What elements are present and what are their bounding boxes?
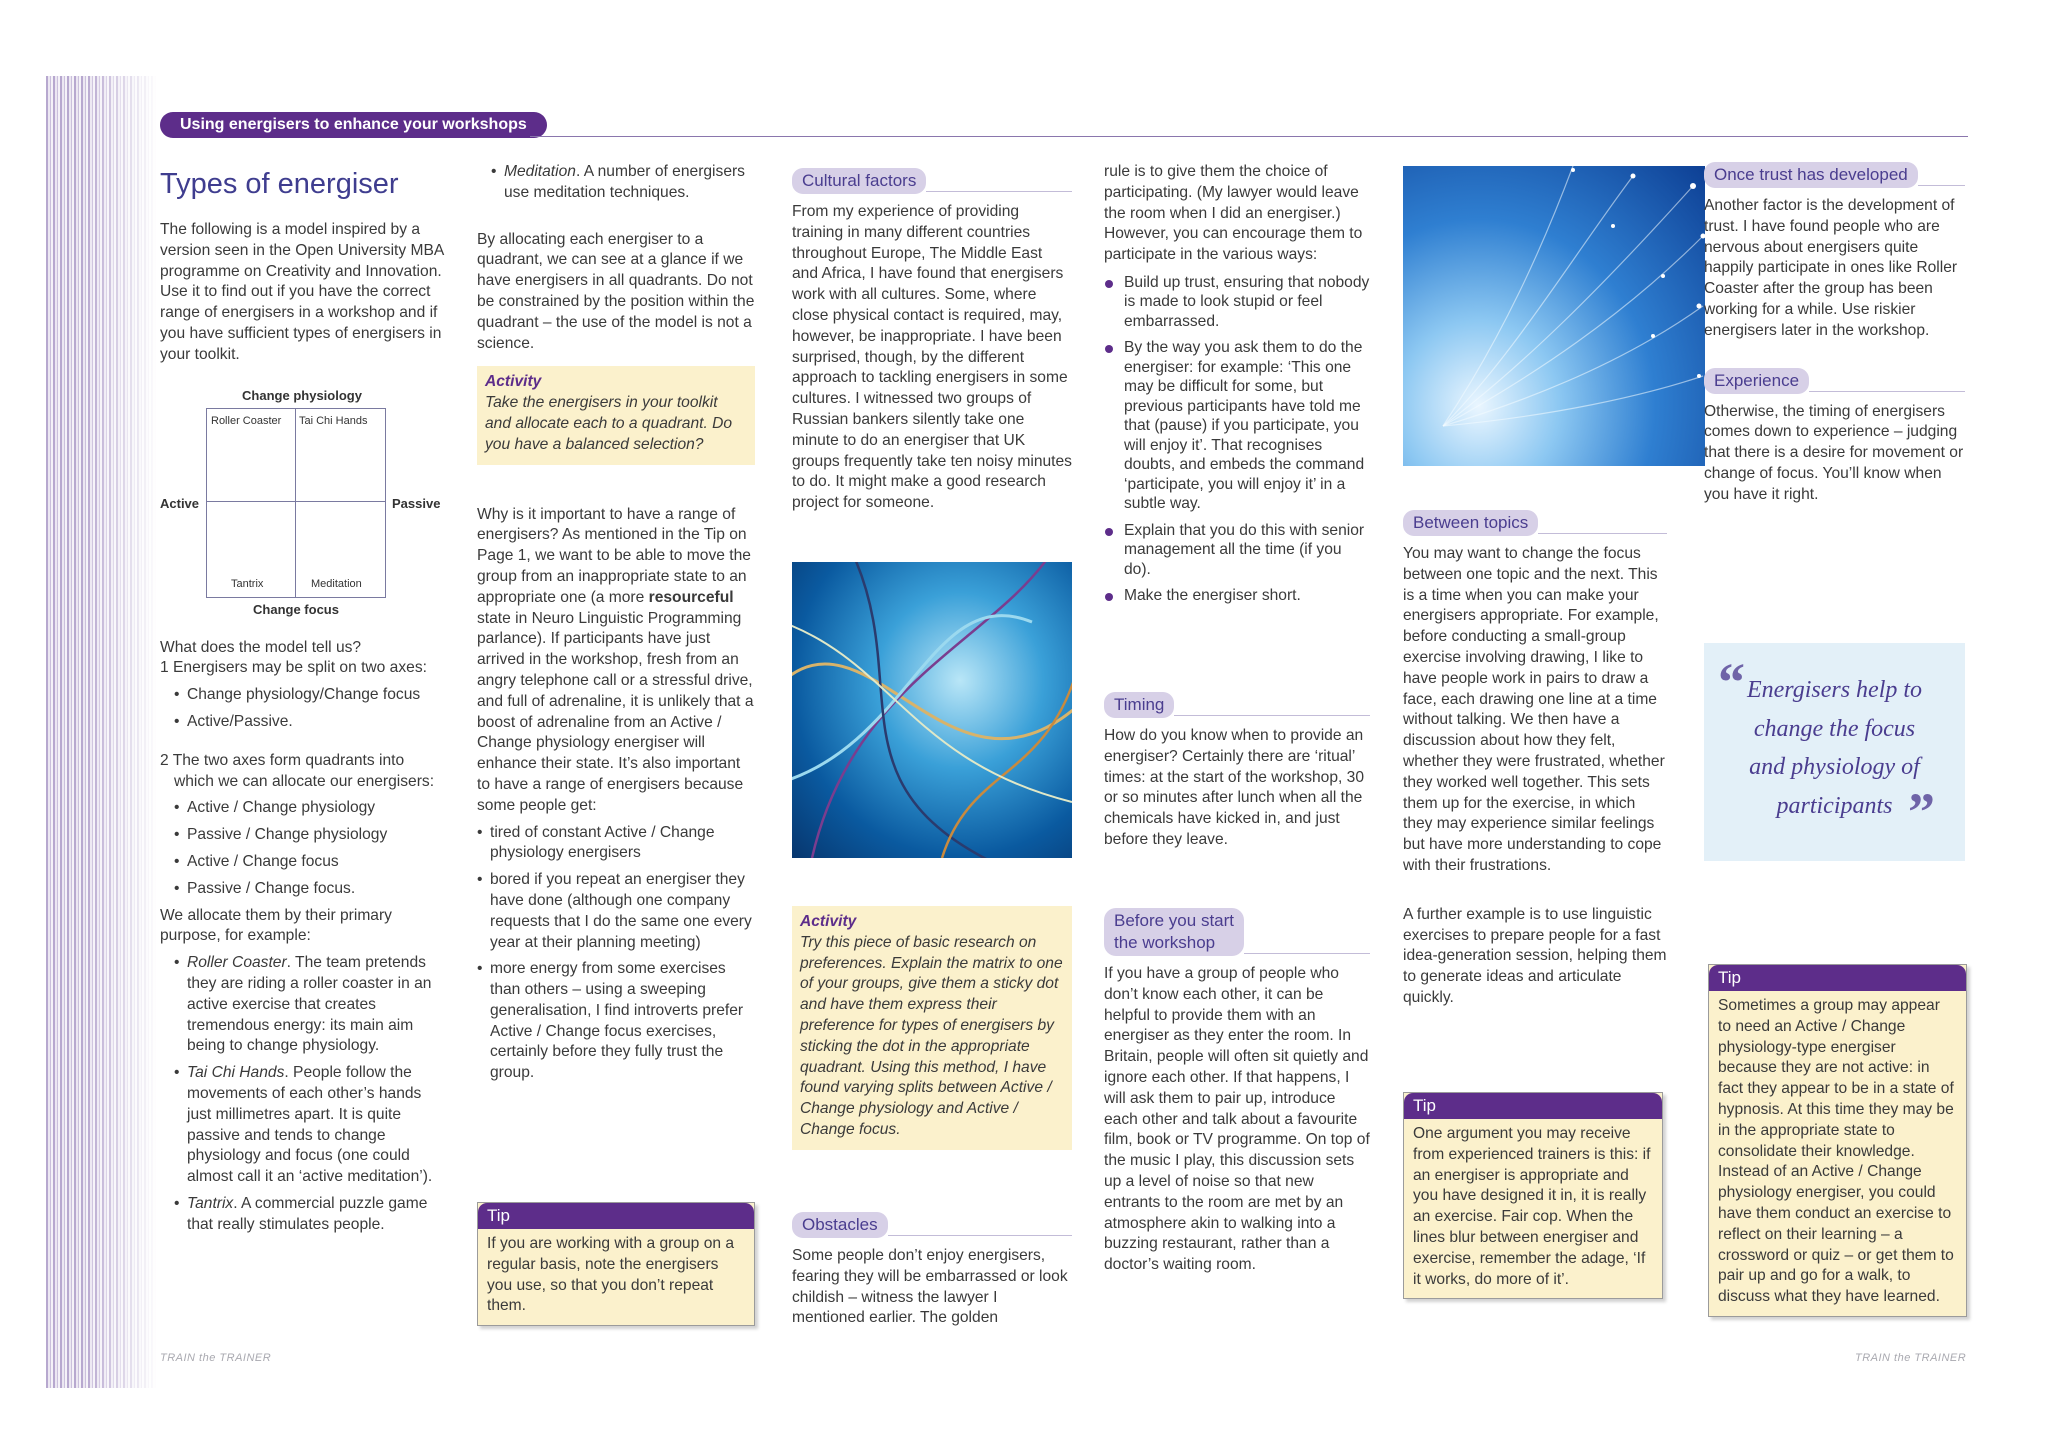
list-item: • Tai Chi Hands. People follow the movements of each other’s hands just millimetres apart. It is quite passive and tends to change physiology and focus (one could almost call it an ‘active meditation’). bbox=[174, 1063, 444, 1188]
quadrant-bottom-left: Tantrix bbox=[231, 577, 264, 590]
diagram-top-axis: Change physiology bbox=[242, 387, 362, 403]
list-item: • Active / Change physiology bbox=[174, 798, 444, 819]
list-item: • Passive / Change focus. bbox=[174, 879, 444, 900]
activity-text: Take the energisers in your toolkit and allocate each to a quadrant. Do you have a balanced selection? bbox=[485, 394, 733, 453]
list-item: • tired of constant Active / Change physiology energisers bbox=[477, 823, 755, 865]
continued-paragraph: rule is to give them the choice of participating. (My lawyer would leave the room when I did an energiser.) However, you can encourage them to participate in the various ways: bbox=[1104, 163, 1363, 264]
before-you-start-heading: Before you start the workshop bbox=[1104, 908, 1244, 956]
tip-heading: Tip bbox=[1404, 1093, 1662, 1119]
examples-list bbox=[160, 953, 444, 1235]
list-item: By the way you ask them to do the energiser: for example: ‘This one may be difficult for some, but previous participants have told me that (pause) if you participate, you will enjoy it’. That recognises doubts, and embeds the command ‘participate, you will enjoy it’ in a subtle way. bbox=[1104, 338, 1370, 514]
obstacles-heading: Obstacles bbox=[792, 1212, 888, 1238]
close-quote-mark: ” bbox=[1908, 782, 1935, 842]
activity-text: Try this piece of basic research on preferences. Explain the matrix to one of your groups, give them a sticky dot and have them express their preference for types of energisers by sticking the dot in the appropriate quadrant. Using this method, I have found varying splits between Active / Change physiology and Active / Change focus. bbox=[800, 933, 1063, 1138]
activity-heading: Activity bbox=[485, 373, 542, 391]
tip-text: If you are working with a group on a regular basis, note the energisers you use, so that you don’t repeat them. bbox=[487, 1235, 735, 1315]
tip-heading: Tip bbox=[1709, 965, 1966, 991]
participation-list bbox=[1104, 273, 1370, 606]
intro-paragraph: The following is a model inspired by a version seen in the Open University MBA programme on Creativity and Innovation. Use it to find out if you have the correct range of energisers in a workshop and if you have sufficient types of energisers in your toolkit. bbox=[160, 221, 444, 363]
column-1 bbox=[160, 162, 444, 1236]
page-title: Types of energiser bbox=[160, 168, 399, 200]
quadrant-diagram bbox=[160, 386, 444, 622]
open-quote-mark: “ bbox=[1718, 652, 1745, 712]
list-item: • Active / Change focus bbox=[174, 852, 444, 873]
list-item: • Passive / Change physiology bbox=[174, 825, 444, 846]
list-item: Build up trust, ensuring that nobody is made to look stupid or feel embarrassed. bbox=[1104, 273, 1370, 332]
trust-paragraph: Another factor is the development of trust. I have found people who are nervous about energisers quite happily participate in ones like Roller Coaster after the group has been working for a while. Use riskier energisers later in the workshop. bbox=[1704, 197, 1958, 339]
list-item: • Tantrix. A commercial puzzle game that really stimulates people. bbox=[174, 1194, 444, 1236]
diagram-right-axis: Passive bbox=[392, 495, 441, 511]
tip-box bbox=[1708, 964, 1967, 1317]
diagram-bottom-axis: Change focus bbox=[253, 601, 339, 617]
allocate-paragraph: We allocate them by their primary purpose, for example: bbox=[160, 906, 392, 945]
cultural-factors-heading: Cultural factors bbox=[792, 168, 926, 194]
before-paragraph: If you have a group of people who don’t know each other, it can be helpful to provide them with an energiser as they enter the room. In Britain, people will often sit quietly and ignore each other. If that happens, I will ask them to pair up, introduce each other and talk about a favourite film, book or TV programme. On top of the music I play, this discussion sets up a level of noise so that new entrants to the room are met by an atmosphere akin to walking into a buzzing restaurant, rather than a doctor’s waiting room. bbox=[1104, 965, 1370, 1274]
quadrant-top-left: Roller Coaster bbox=[211, 414, 282, 427]
decorative-stripe bbox=[46, 76, 158, 1388]
header-rule bbox=[530, 136, 1968, 137]
allocating-paragraph: By allocating each energiser to a quadrant, we can see at a glance if we have energisers in all quadrants. Do not be constrained by the position within the quadrant – the use of the model is not a science. bbox=[477, 230, 755, 352]
tip-box bbox=[1403, 1092, 1663, 1299]
model-question: What does the model tell us? bbox=[160, 638, 362, 656]
list-item: • Active/Passive. bbox=[174, 712, 444, 733]
point-1: 1 Energisers may be split on two axes: bbox=[160, 659, 427, 677]
column-4 bbox=[1104, 162, 1370, 1274]
tip-text: One argument you may receive from experienced trainers is this: if an energiser is appropriate and you have designed it in, it is really an exercise. Fair cop. When the lines blur between energiser and exercise, remember the adage, ‘If it works, do more of it’. bbox=[1413, 1125, 1651, 1288]
list-item: • more energy from some exercises than others – using a sweeping generalisation, I find introverts prefer Active / Change focus exercises, certainly before they fully trust the group. bbox=[477, 959, 755, 1084]
footer-left: TRAIN the TRAINER bbox=[160, 1352, 272, 1364]
list-item: • Roller Coaster. The team pretends they are riding a roller coaster in an active exercise that creates tremendous energy: its main aim being to change physiology. bbox=[174, 953, 444, 1057]
activity-box bbox=[477, 366, 755, 464]
trust-heading: Once trust has developed bbox=[1704, 162, 1918, 188]
fibre-optics-illustration bbox=[1403, 166, 1705, 466]
timing-paragraph: How do you know when to provide an energiser? Certainly there are ‘ritual’ times: at the start of the workshop, 30 or so minutes after lunch when all the chemicals have kicked in, and just before they leave. bbox=[1104, 727, 1365, 848]
point-2-list bbox=[160, 798, 444, 899]
tip-box bbox=[477, 1202, 755, 1326]
tip-heading: Tip bbox=[478, 1203, 754, 1229]
list-item: • bored if you repeat an energiser they have done (although one company requests that I do the same one every year at their planning meeting) bbox=[477, 870, 755, 953]
list-item: • Meditation. A number of energisers use meditation techniques. bbox=[491, 162, 755, 204]
meditation-list bbox=[477, 162, 755, 204]
pull-quote-text: Energisers help to change the focus and physiology of participants bbox=[1746, 677, 1923, 819]
quadrant-top-right: Tai Chi Hands bbox=[299, 414, 368, 427]
cultural-paragraph: From my experience of providing training in many different countries throughout Europe, The Middle East and Africa, I have found that energisers work with all cultures. Some, where close physical contact is required, may, however, be inappropriate. I have been surprised, though, by the different approach to tackling energisers in some cultures. I witnessed two groups of Russian bankers silently take one minute to do an energiser that UK groups frequently take ten noisy minutes to do. It might make a good research project for someone. bbox=[792, 203, 1072, 512]
quadrant-bottom-right: Meditation bbox=[311, 577, 362, 590]
further-paragraph: A further example is to use linguistic exercises to prepare people for a fast idea-generation session, helping them to generate ideas and articulate quickly. bbox=[1403, 905, 1667, 1006]
point-2: 2 The two axes form quadrants into which we can allocate our energisers: bbox=[160, 751, 435, 790]
column-2 bbox=[477, 162, 755, 1315]
timing-heading: Timing bbox=[1104, 692, 1174, 718]
tip-text: Sometimes a group may appear to need an Active / Change physiology-type energiser because they are not active: in fact they appear to be in a state of hypnosis. At this time they may be in the appropriate state to consolidate their knowledge. Instead of an Active / Change physiology energiser, you could have them conduct an exercise to reflect on their learning – a crossword or quiz – or get them to pair up and go for a walk, to discuss what they have learned. bbox=[1718, 997, 1954, 1306]
experience-heading: Experience bbox=[1704, 368, 1809, 394]
list-item: Explain that you do this with senior management all the time (if you do). bbox=[1104, 521, 1370, 580]
list-item: • Change physiology/Change focus bbox=[174, 685, 444, 706]
research-activity-box bbox=[792, 906, 1072, 1150]
between-topics-heading: Between topics bbox=[1403, 510, 1538, 536]
section-header: Using energisers to enhance your workshops bbox=[160, 112, 547, 138]
photo-fibre-optics bbox=[1403, 166, 1705, 466]
diagram-left-axis: Active bbox=[160, 495, 200, 511]
point-1-list bbox=[160, 685, 444, 733]
why-list bbox=[477, 823, 755, 1085]
between-paragraph: You may want to change the focus between one topic and the next. This is a time when you can make your energisers appropriate. For example, before conducting a small-group exercise involving drawing, I like to have people work in pairs to draw a face, each drawing one line at a time without talking. We then have a discussion about how they felt, whether they were frustrated, whether they worked well together. This sets them up for the exercise, in which they may experience similar feelings but have more understanding to cope with their frustrations. bbox=[1403, 545, 1665, 874]
diagram-grid bbox=[206, 408, 386, 598]
activity-heading: Activity bbox=[800, 913, 857, 930]
obstacles-paragraph: Some people don’t enjoy energisers, fearing they will be embarrassed or look childish – witness the lawyer I mentioned earlier. The golden bbox=[792, 1247, 1068, 1327]
list-item: Make the energiser short. bbox=[1104, 586, 1370, 606]
pull-quote bbox=[1704, 643, 1965, 861]
footer-right: TRAIN the TRAINER bbox=[1855, 1352, 1967, 1364]
experience-paragraph: Otherwise, the timing of energisers comes down to experience – judging that there is a desire for movement or change of focus. You’ll know when you have it right. bbox=[1704, 402, 1964, 503]
why-paragraph: Why is it important to have a range of energisers? As mentioned in the Tip on Page 1, we want to be able to move the group from an inappropriate state to an appropriate one (a more resourceful state in Neuro Linguistic Programming parlance). If participants have just arrived in the workshop, fresh from an angry telephone call or a stressful drive, and full of adrenaline, it is unlikely that a boost of adrenaline from an Active / Change physiology energiser will enhance their state. It’s also important to have a range of energisers because some people get: bbox=[477, 505, 754, 814]
strands-illustration bbox=[792, 562, 1072, 858]
column-3 bbox=[792, 162, 1072, 1327]
photo-coloured-strands bbox=[792, 562, 1072, 858]
